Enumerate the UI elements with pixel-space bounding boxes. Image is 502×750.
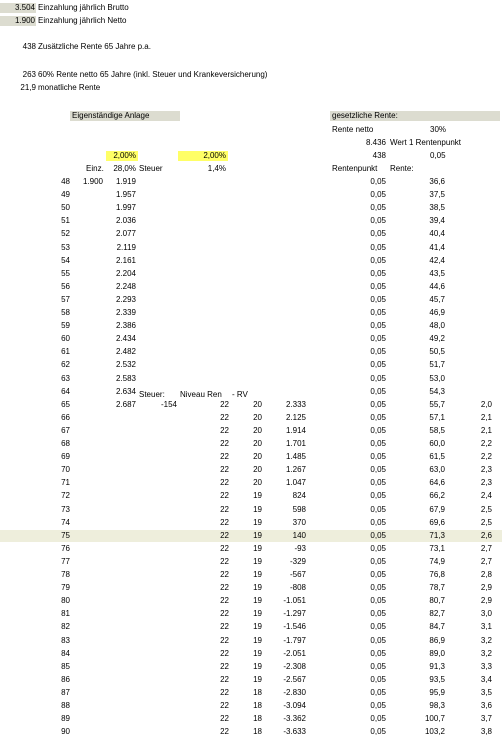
rv-cell: 20 bbox=[253, 452, 262, 461]
rv-cell: 18 bbox=[253, 714, 262, 723]
rente-cell: 40,4 bbox=[429, 229, 445, 238]
rv-cell: 19 bbox=[253, 636, 262, 645]
niveau-cell: 22 bbox=[220, 583, 229, 592]
anlage-cell: 2.339 bbox=[115, 308, 136, 317]
ratio-cell: 2,1 bbox=[480, 413, 492, 422]
rente-cell: 69,6 bbox=[429, 518, 445, 527]
rente-cell: 54,3 bbox=[429, 387, 445, 396]
ratio-cell: 3,6 bbox=[480, 701, 492, 710]
zusatz-value: 438 bbox=[22, 42, 36, 51]
ratio-cell: 3,7 bbox=[480, 714, 492, 723]
age-cell: 55 bbox=[61, 269, 70, 278]
rente-cell: 53,0 bbox=[429, 374, 445, 383]
right-section-title: gesetzliche Rente: bbox=[330, 111, 500, 121]
differenz-cell: 2.125 bbox=[285, 413, 306, 422]
rv-cell: 19 bbox=[253, 649, 262, 658]
rv-cell: 19 bbox=[253, 570, 262, 579]
rentenpunkt-cell: 0,05 bbox=[370, 295, 386, 304]
rentenpunkt-cell: 0,05 bbox=[370, 203, 386, 212]
rv-cell: 18 bbox=[253, 727, 262, 736]
rente-cell: 49,2 bbox=[429, 334, 445, 343]
age-cell: 61 bbox=[61, 347, 70, 356]
rentenpunkt-cell: 0,05 bbox=[370, 609, 386, 618]
rentenpunkt-cell: 0,05 bbox=[370, 570, 386, 579]
rentenpunkt-cell: 0,05 bbox=[370, 544, 386, 553]
ratio-cell: 3,0 bbox=[480, 609, 492, 618]
differenz-cell: 598 bbox=[292, 505, 306, 514]
differenz-cell: -567 bbox=[289, 570, 306, 579]
rentenpunkt-cell: 0,05 bbox=[370, 256, 386, 265]
anlage-cell: 2.293 bbox=[115, 295, 136, 304]
rentenpunkt-cell: 0,05 bbox=[370, 374, 386, 383]
age-cell: 78 bbox=[61, 570, 70, 579]
anlage-cell: 2.161 bbox=[115, 256, 136, 265]
age-cell: 84 bbox=[61, 649, 70, 658]
anlage-cell: 1.997 bbox=[115, 203, 136, 212]
rente-cell: 44,6 bbox=[429, 282, 445, 291]
anlage-cell: 2.583 bbox=[115, 374, 136, 383]
differenz-cell: -1.297 bbox=[283, 609, 306, 618]
rentenpunkt-cell: 0,05 bbox=[370, 583, 386, 592]
rentenpunkt-cell: 0,05 bbox=[370, 282, 386, 291]
rente-cell: 82,7 bbox=[429, 609, 445, 618]
niveau-cell: 22 bbox=[220, 518, 229, 527]
differenz-cell: -2.051 bbox=[283, 649, 306, 658]
niveau-cell: 22 bbox=[220, 557, 229, 566]
ratio-cell: 3,1 bbox=[480, 622, 492, 631]
rente-cell: 91,3 bbox=[429, 662, 445, 671]
rente-cell: 36,6 bbox=[429, 177, 445, 186]
rente-cell: 86,9 bbox=[429, 636, 445, 645]
monat-value: 21,9 bbox=[20, 83, 36, 92]
niveau-cell: 22 bbox=[220, 675, 229, 684]
rv-cell: 19 bbox=[253, 675, 262, 684]
differenz-cell: 824 bbox=[292, 491, 306, 500]
rente-cell: 60,0 bbox=[429, 439, 445, 448]
rente-cell: 93,5 bbox=[429, 675, 445, 684]
rente-cell: 43,5 bbox=[429, 269, 445, 278]
rv-cell: 19 bbox=[253, 531, 262, 540]
niveau-cell: 22 bbox=[220, 426, 229, 435]
rv-cell: 20 bbox=[253, 439, 262, 448]
monat-label: monatliche Rente bbox=[38, 83, 101, 92]
niveau-cell: 22 bbox=[220, 688, 229, 697]
rente-cell: 57,1 bbox=[429, 413, 445, 422]
rente-cell: 76,8 bbox=[429, 570, 445, 579]
ratio-cell: 3,2 bbox=[480, 649, 492, 658]
ratio-cell: 2,7 bbox=[480, 557, 492, 566]
rv-cell: 20 bbox=[253, 465, 262, 474]
rentenpunkt-cell: 0,05 bbox=[370, 216, 386, 225]
row64-steuer-label: Steuer: bbox=[139, 390, 165, 399]
age-cell: 76 bbox=[61, 544, 70, 553]
left-section-title: Eigenständige Anlage bbox=[70, 111, 180, 121]
rv-cell: 20 bbox=[253, 478, 262, 487]
rente-netto-label: Rente netto bbox=[332, 125, 374, 134]
ratio-cell: 2,1 bbox=[480, 426, 492, 435]
rente-cell: 89,0 bbox=[429, 649, 445, 658]
rentenpunkt-cell: 0,05 bbox=[370, 649, 386, 658]
row64-niveau-label: Niveau Ren bbox=[180, 390, 222, 399]
anlage-cell: 2.204 bbox=[115, 269, 136, 278]
rv-cell: 19 bbox=[253, 622, 262, 631]
rentenpunkt-cell: 0,05 bbox=[370, 439, 386, 448]
differenz-cell: -3.094 bbox=[283, 701, 306, 710]
niveau-cell: 22 bbox=[220, 452, 229, 461]
wert-label: Wert 1 Rentenpunkt bbox=[390, 138, 462, 147]
rate-input-2[interactable]: 2,00% bbox=[178, 151, 228, 161]
rentenpunkt-cell: 0,05 bbox=[370, 622, 386, 631]
brutto-value: 3.504 bbox=[14, 3, 35, 12]
rentenpunkt-cell: 0,05 bbox=[370, 413, 386, 422]
niveau-cell: 22 bbox=[220, 465, 229, 474]
age-cell: 49 bbox=[61, 190, 70, 199]
rv-cell: 19 bbox=[253, 557, 262, 566]
rentenpunkt-cell: 0,05 bbox=[370, 518, 386, 527]
age-cell: 52 bbox=[61, 229, 70, 238]
rentenpunkt-cell: 0,05 bbox=[370, 727, 386, 736]
rentenpunkt-cell: 0,05 bbox=[370, 636, 386, 645]
rentenpunkt-cell: 0,05 bbox=[370, 360, 386, 369]
rente-cell: 73,1 bbox=[429, 544, 445, 553]
rentenpunkt-cell: 0,05 bbox=[370, 347, 386, 356]
differenz-cell: -1.546 bbox=[283, 622, 306, 631]
rentenpunkt-cell: 0,05 bbox=[370, 269, 386, 278]
age-cell: 57 bbox=[61, 295, 70, 304]
rente-header: Rente: bbox=[390, 164, 414, 173]
rente-cell: 45,7 bbox=[429, 295, 445, 304]
differenz-cell: -93 bbox=[294, 544, 306, 553]
age-cell: 90 bbox=[61, 727, 70, 736]
rente-cell: 66,2 bbox=[429, 491, 445, 500]
pct-value: 28,0% bbox=[113, 164, 136, 173]
age-cell: 50 bbox=[61, 203, 70, 212]
niveau-cell: 22 bbox=[220, 413, 229, 422]
anlage-cell: 2.687 bbox=[115, 400, 136, 409]
rente-cell: 55,7 bbox=[429, 400, 445, 409]
differenz-cell: -808 bbox=[289, 583, 306, 592]
niveau-cell: 22 bbox=[220, 505, 229, 514]
rentenpunkt-cell: 0,05 bbox=[370, 321, 386, 330]
v005-value: 0,05 bbox=[430, 151, 446, 160]
ratio-cell: 3,4 bbox=[480, 675, 492, 684]
differenz-cell: 140 bbox=[292, 531, 306, 540]
niveau-cell: 22 bbox=[220, 662, 229, 671]
rv-cell: 19 bbox=[253, 583, 262, 592]
rente-cell: 61,5 bbox=[429, 452, 445, 461]
einz-label: Einz. bbox=[86, 164, 104, 173]
age-cell: 53 bbox=[61, 243, 70, 252]
rente-cell: 39,4 bbox=[429, 216, 445, 225]
rentenpunkt-cell: 0,05 bbox=[370, 190, 386, 199]
ratio-cell: 2,9 bbox=[480, 583, 492, 592]
niveau-cell: 22 bbox=[220, 439, 229, 448]
rentenpunkt-header: Rentenpunkt bbox=[332, 164, 378, 173]
ratio-cell: 2,3 bbox=[480, 465, 492, 474]
age-cell: 72 bbox=[61, 491, 70, 500]
ratio-cell: 3,3 bbox=[480, 662, 492, 671]
age-cell: 64 bbox=[61, 387, 70, 396]
age-cell: 83 bbox=[61, 636, 70, 645]
ratio-cell: 2,8 bbox=[480, 570, 492, 579]
age-cell: 66 bbox=[61, 413, 70, 422]
niveau-cell: 22 bbox=[220, 596, 229, 605]
niveau-cell: 22 bbox=[220, 714, 229, 723]
rv-cell: 18 bbox=[253, 688, 262, 697]
rente-label: 60% Rente netto 65 Jahre (inkl. Steuer und Krankeversicherung) bbox=[38, 70, 268, 79]
anlage-cell: 2.036 bbox=[115, 216, 136, 225]
niveau-cell: 22 bbox=[220, 636, 229, 645]
differenz-cell: -1.797 bbox=[283, 636, 306, 645]
rv-cell: 19 bbox=[253, 518, 262, 527]
rv-cell: 20 bbox=[253, 426, 262, 435]
netto-value: 1.900 bbox=[14, 16, 35, 25]
rente-cell: 100,7 bbox=[424, 714, 445, 723]
steuer-pct: 1,4% bbox=[207, 164, 226, 173]
rentenpunkt-cell: 0,05 bbox=[370, 688, 386, 697]
row64-rv-label: - RV bbox=[232, 390, 248, 399]
rentenpunkt-cell: 0,05 bbox=[370, 701, 386, 710]
rentenpunkt-cell: 0,05 bbox=[370, 177, 386, 186]
anlage-cell: 2.434 bbox=[115, 334, 136, 343]
rv-cell: 19 bbox=[253, 596, 262, 605]
rente-cell: 71,3 bbox=[429, 531, 445, 540]
rente-value: 263 bbox=[22, 70, 36, 79]
niveau-cell: 22 bbox=[220, 544, 229, 553]
differenz-cell: 1.485 bbox=[285, 452, 306, 461]
rente-cell: 48,0 bbox=[429, 321, 445, 330]
ratio-cell: 2,5 bbox=[480, 505, 492, 514]
niveau-cell: 22 bbox=[220, 400, 229, 409]
differenz-cell: 1.914 bbox=[285, 426, 306, 435]
wert-value: 8.436 bbox=[365, 138, 386, 147]
ratio-cell: 2,7 bbox=[480, 544, 492, 553]
age-cell: 71 bbox=[61, 478, 70, 487]
rv-cell: 19 bbox=[253, 609, 262, 618]
rente-cell: 46,9 bbox=[429, 308, 445, 317]
anlage-cell: 2.482 bbox=[115, 347, 136, 356]
age-cell: 82 bbox=[61, 622, 70, 631]
rentenpunkt-cell: 0,05 bbox=[370, 478, 386, 487]
differenz-cell: 1.267 bbox=[285, 465, 306, 474]
rv-cell: 20 bbox=[253, 413, 262, 422]
rate-input-1[interactable]: 2,00% bbox=[106, 151, 138, 161]
rente-cell: 58,5 bbox=[429, 426, 445, 435]
age-cell: 67 bbox=[61, 426, 70, 435]
differenz-cell: 370 bbox=[292, 518, 306, 527]
differenz-cell: -2.830 bbox=[283, 688, 306, 697]
niveau-cell: 22 bbox=[220, 609, 229, 618]
brutto-label: Einzahlung jährlich Brutto bbox=[38, 3, 129, 12]
anlage-cell: 2.634 bbox=[115, 387, 136, 396]
ratio-cell: 2,5 bbox=[480, 518, 492, 527]
differenz-cell: -2.308 bbox=[283, 662, 306, 671]
age-cell: 77 bbox=[61, 557, 70, 566]
rv-cell: 20 bbox=[253, 400, 262, 409]
age-cell: 65 bbox=[61, 400, 70, 409]
differenz-cell: -2.567 bbox=[283, 675, 306, 684]
age-cell: 63 bbox=[61, 374, 70, 383]
niveau-cell: 22 bbox=[220, 478, 229, 487]
ratio-cell: 3,2 bbox=[480, 636, 492, 645]
niveau-cell: 22 bbox=[220, 701, 229, 710]
age-cell: 85 bbox=[61, 662, 70, 671]
niveau-cell: 22 bbox=[220, 491, 229, 500]
rente-cell: 38,5 bbox=[429, 203, 445, 212]
rv-cell: 19 bbox=[253, 505, 262, 514]
netto-label: Einzahlung jährlich Netto bbox=[38, 16, 127, 25]
age-cell: 58 bbox=[61, 308, 70, 317]
rente-cell: 78,7 bbox=[429, 583, 445, 592]
rentenpunkt-cell: 0,05 bbox=[370, 714, 386, 723]
rente-cell: 50,5 bbox=[429, 347, 445, 356]
rente-cell: 63,0 bbox=[429, 465, 445, 474]
differenz-cell: -3.633 bbox=[283, 727, 306, 736]
anlage-cell: 2.386 bbox=[115, 321, 136, 330]
rv-cell: 19 bbox=[253, 491, 262, 500]
age-cell: 74 bbox=[61, 518, 70, 527]
niveau-cell: 22 bbox=[220, 622, 229, 631]
age-cell: 56 bbox=[61, 282, 70, 291]
rentenpunkt-cell: 0,05 bbox=[370, 662, 386, 671]
rentenpunkt-cell: 0,05 bbox=[370, 675, 386, 684]
ratio-cell: 3,5 bbox=[480, 688, 492, 697]
anlage-cell: 2.119 bbox=[116, 243, 136, 252]
rente-cell: 98,3 bbox=[429, 701, 445, 710]
ratio-cell: 3,8 bbox=[480, 727, 492, 736]
rentenpunkt-cell: 0,05 bbox=[370, 531, 386, 540]
age-cell: 54 bbox=[61, 256, 70, 265]
age-cell: 80 bbox=[61, 596, 70, 605]
rentenpunkt-cell: 0,05 bbox=[370, 400, 386, 409]
rentenpunkt-cell: 0,05 bbox=[370, 452, 386, 461]
rente-cell: 67,9 bbox=[429, 505, 445, 514]
differenz-cell: 2.333 bbox=[285, 400, 306, 409]
ratio-cell: 2,0 bbox=[480, 400, 492, 409]
rente-cell: 51,7 bbox=[429, 360, 445, 369]
ratio-cell: 2,9 bbox=[480, 596, 492, 605]
anlage-cell: 2.532 bbox=[115, 360, 136, 369]
anlage-cell: 1.957 bbox=[115, 190, 136, 199]
rente-cell: 37,5 bbox=[429, 190, 445, 199]
age-cell: 59 bbox=[61, 321, 70, 330]
steuer-label: Steuer bbox=[139, 164, 163, 173]
rente-cell: 42,4 bbox=[429, 256, 445, 265]
rente-cell: 80,7 bbox=[429, 596, 445, 605]
anlage-cell: 1.919 bbox=[115, 177, 136, 186]
rentenpunkt-cell: 0,05 bbox=[370, 334, 386, 343]
steuer-cell: -154 bbox=[160, 400, 177, 409]
rente-cell: 41,4 bbox=[429, 243, 445, 252]
ratio-cell: 2,6 bbox=[480, 531, 492, 540]
zusatz-label: Zusätzliche Rente 65 Jahre p.a. bbox=[38, 42, 151, 51]
age-cell: 88 bbox=[61, 701, 70, 710]
rente-cell: 84,7 bbox=[429, 622, 445, 631]
rente-netto-pct: 30% bbox=[430, 125, 447, 134]
ratio-cell: 2,3 bbox=[480, 478, 492, 487]
rentenpunkt-cell: 0,05 bbox=[370, 491, 386, 500]
anlage-cell: 2.248 bbox=[115, 282, 136, 291]
rentenpunkt-cell: 0,05 bbox=[370, 243, 386, 252]
age-cell: 62 bbox=[61, 360, 70, 369]
rentenpunkt-cell: 0,05 bbox=[370, 308, 386, 317]
rente-cell: 74,9 bbox=[429, 557, 445, 566]
age-cell: 68 bbox=[61, 439, 70, 448]
ratio-cell: 2,4 bbox=[480, 491, 492, 500]
anlage-cell: 2.077 bbox=[115, 229, 136, 238]
differenz-cell: -329 bbox=[289, 557, 306, 566]
age-cell: 60 bbox=[61, 334, 70, 343]
differenz-cell: 1.047 bbox=[285, 478, 306, 487]
age-cell: 48 bbox=[61, 177, 70, 186]
niveau-cell: 22 bbox=[220, 649, 229, 658]
age-cell: 89 bbox=[61, 714, 70, 723]
niveau-cell: 22 bbox=[220, 570, 229, 579]
age-cell: 81 bbox=[61, 609, 70, 618]
rentenpunkt-cell: 0,05 bbox=[370, 387, 386, 396]
age-cell: 69 bbox=[61, 452, 70, 461]
rv-cell: 19 bbox=[253, 544, 262, 553]
age-cell: 70 bbox=[61, 465, 70, 474]
rentenpunkt-cell: 0,05 bbox=[370, 465, 386, 474]
v438-value: 438 bbox=[372, 151, 386, 160]
rente-cell: 103,2 bbox=[424, 727, 445, 736]
niveau-cell: 22 bbox=[220, 727, 229, 736]
ratio-cell: 2,2 bbox=[480, 452, 492, 461]
rentenpunkt-cell: 0,05 bbox=[370, 557, 386, 566]
niveau-cell: 22 bbox=[220, 531, 229, 540]
rentenpunkt-cell: 0,05 bbox=[370, 505, 386, 514]
rentenpunkt-cell: 0,05 bbox=[370, 229, 386, 238]
age-cell: 87 bbox=[61, 688, 70, 697]
age-cell: 73 bbox=[61, 505, 70, 514]
ratio-cell: 2,2 bbox=[480, 439, 492, 448]
age-cell: 79 bbox=[61, 583, 70, 592]
rente-cell: 95,9 bbox=[429, 688, 445, 697]
rentenpunkt-cell: 0,05 bbox=[370, 426, 386, 435]
differenz-cell: -1.051 bbox=[283, 596, 306, 605]
differenz-cell: 1.701 bbox=[285, 439, 306, 448]
differenz-cell: -3.362 bbox=[283, 714, 306, 723]
age-cell: 86 bbox=[61, 675, 70, 684]
rv-cell: 19 bbox=[253, 662, 262, 671]
rv-cell: 18 bbox=[253, 701, 262, 710]
rente-cell: 64,6 bbox=[429, 478, 445, 487]
age-cell: 51 bbox=[61, 216, 70, 225]
einzahlung-cell: 1.900 bbox=[82, 177, 103, 186]
rentenpunkt-cell: 0,05 bbox=[370, 596, 386, 605]
age-cell: 75 bbox=[61, 531, 70, 540]
